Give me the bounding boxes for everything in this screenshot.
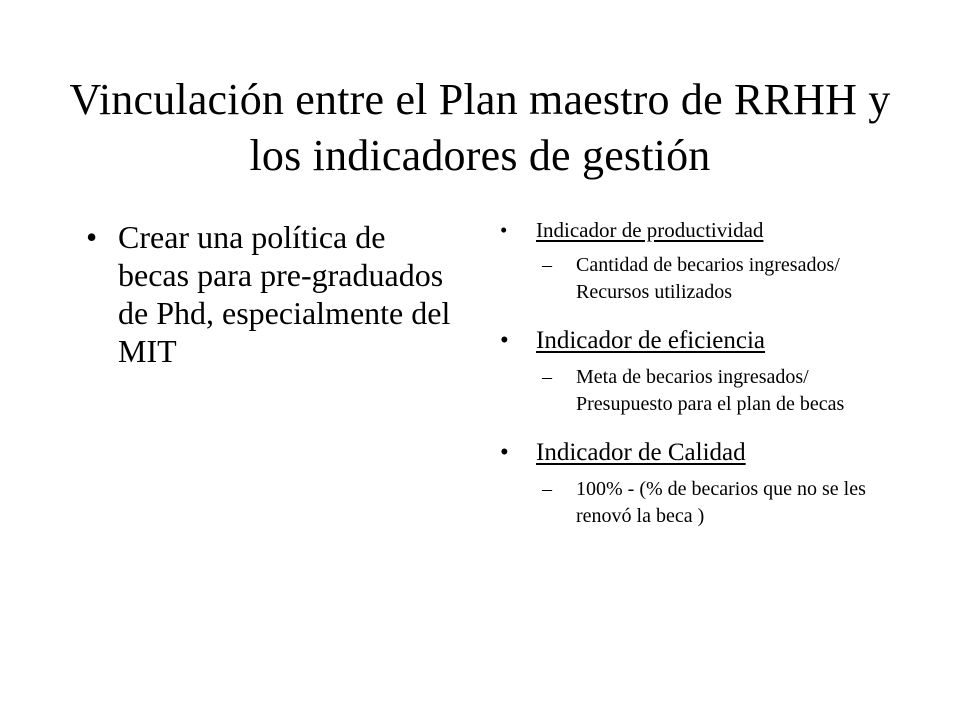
bullet-icon: • [86,219,98,255]
bullet-icon: • [500,218,508,242]
slide-title: Vinculación entre el Plan maestro de RRHH y los indicadores de gestión [69,75,891,180]
right-column [496,214,896,530]
bullet-icon: • [500,327,509,354]
left-bullet-text: Crear una política de becas para pre-graduados de Phd, especialmente del MIT [118,219,451,369]
indicator-detail: Cantidad de becarios ingresados/ Recursos utilizados [576,254,840,303]
left-column [78,218,458,370]
indicator-detail: 100% - (% de becarios que no se les renovó la beca ) [576,478,866,527]
indicator-heading: Indicador de Calidad [536,439,746,466]
indicator-heading: Indicador de eficiencia [536,327,766,354]
dash-icon: – [542,478,552,500]
dash-icon: – [542,366,552,388]
indicator-eficiencia [496,324,896,418]
bullet-icon: • [500,439,509,466]
dash-icon: – [542,254,552,276]
left-bullet-item [78,218,458,370]
indicator-detail: Meta de becarios ingresados/ Presupuesto para el plan de becas [576,366,845,415]
indicator-calidad [496,436,896,530]
indicator-heading: Indicador de productividad [536,218,764,242]
indicator-productividad [496,214,896,306]
